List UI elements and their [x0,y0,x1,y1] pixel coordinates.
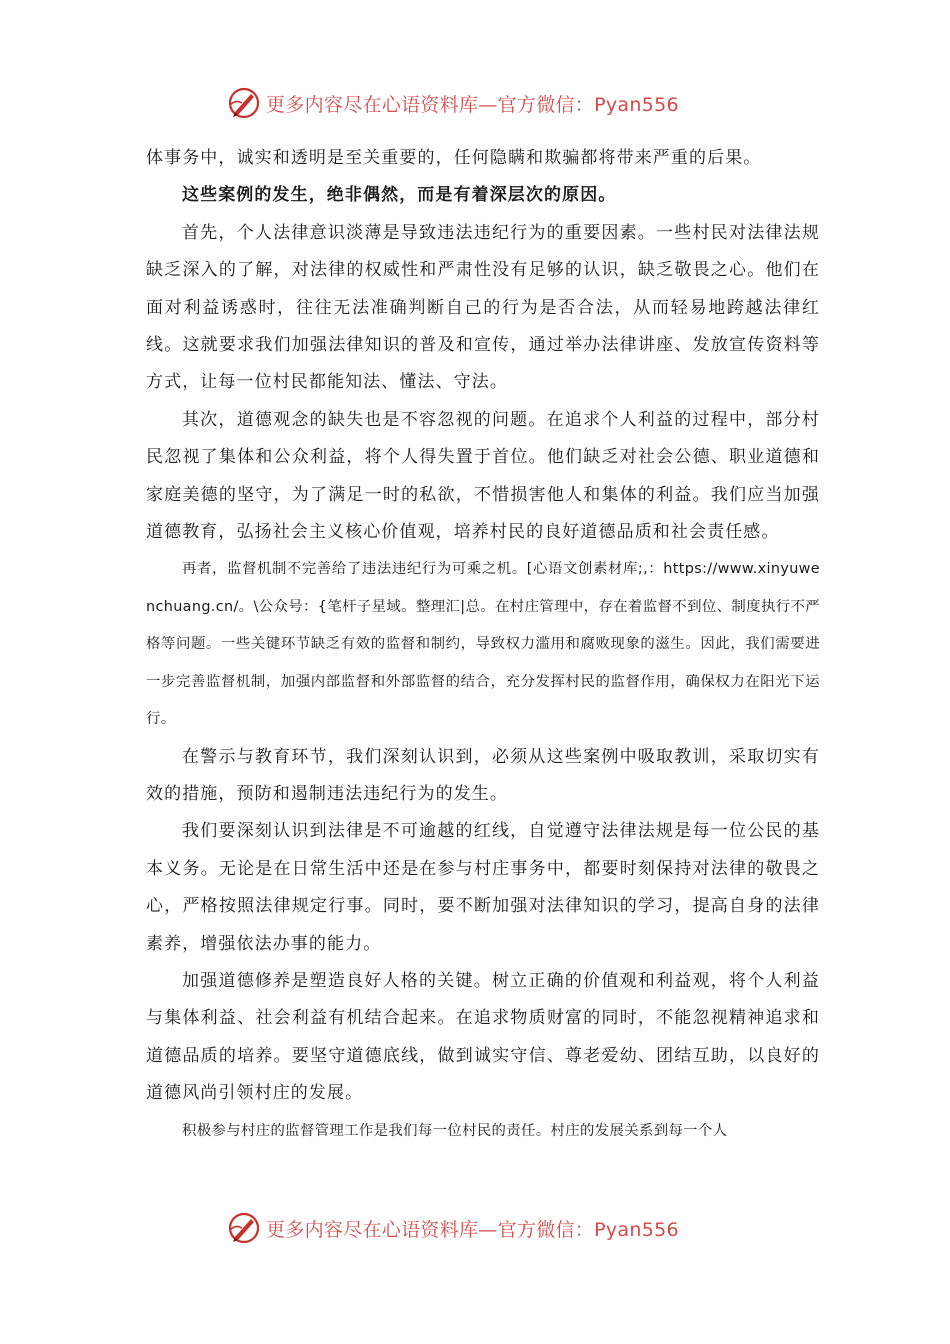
paragraph: 加强道德修养是塑造良好人格的关键。树立正确的价值观和利益观，将个人利益与集体利益、社会利益有机结合起来。在追求物质财富的同时，不能忽视精神追求和道德品质的培养。要坚守道德底线，做到诚实守信、尊老爱幼、团结互助，以良好的道德风尚引领村庄的发展。 [146,970,820,1104]
paragraph: 我们要深刻认识到法律是不可逾越的红线，自觉遵守法律法规是每一位公民的基本义务。无论是在日常生活中还是在参与村庄事务中，都要时刻保持对法律的敬畏之心，严格按照法律规定行事。同时，要不断加强对法律知识的学习，提高自身的法律素养，增强依法办事的能力。 [146,821,820,954]
pen-logo-icon [226,85,262,121]
banner-text: 更多内容尽在心语资料库—官方微信：Pyan556 [266,1218,679,1241]
paragraph: 积极参与村庄的监督管理工作是我们每一位村民的责任。村庄的发展关系到每一个人 [182,1122,728,1139]
paragraph-heading: 这些案例的发生，绝非偶然，而是有着深层次的原因。 [182,185,617,206]
paragraph: 再者，监督机制不完善给了违法违纪行为可乘之机。[心语文创素材库;,：https://www.xinyuwenchuang.cn/。\公众号：{笔杆子星域。整理汇|总。在村庄管理中，存在着监督不到位、制度执行不严格等问题。一些关键环节缺乏有效的监督和制约，导致权力滥用和腐败现象的滋生。因此，我们需要进一步完善监督机制，加强内部监督和外部监督的结合，充分发挥村民的监督作用，确保权力在阳光下运行。 [146,561,820,728]
header-banner [226,83,726,123]
paragraph: 其次，道德观念的缺失也是不容忽视的问题。在追求个人利益的过程中，部分村民忽视了集体和公众利益，将个人得失置于首位。他们缺乏对社会公德、职业道德和家庭美德的坚守，为了满足一时的私欲，不惜损害他人和集体的利益。我们应当加强道德教育，弘扬社会主义核心价值观，培养村民的良好道德品质和社会责任感。 [146,409,820,543]
paragraph: 首先，个人法律意识淡薄是导致违法违纪行为的重要因素。一些村民对法律法规缺乏深入的了解，对法律的权威性和严肃性没有足够的认识，缺乏敬畏之心。他们在面对利益诱惑时，往往无法准确判断自己的行为是否合法，从而轻易地跨越法律红线。这就要求我们加强法律知识的普及和宣传，通过举办法律讲座、发放宣传资料等方式，让每一位村民都能知法、懂法、守法。 [146,222,820,393]
paragraph: 在警示与教育环节，我们深刻认识到，必须从这些案例中吸取教训，采取切实有效的措施，预防和遏制违法违纪行为的发生。 [146,746,820,804]
paragraph: 体事务中，诚实和透明是至关重要的，任何隐瞒和欺骗都将带来严重的后果。 [146,148,762,168]
footer-banner [226,1208,726,1248]
pen-logo-icon [226,1210,262,1246]
banner-text: 更多内容尽在心语资料库—官方微信：Pyan556 [266,93,679,116]
document-body [146,140,820,1150]
